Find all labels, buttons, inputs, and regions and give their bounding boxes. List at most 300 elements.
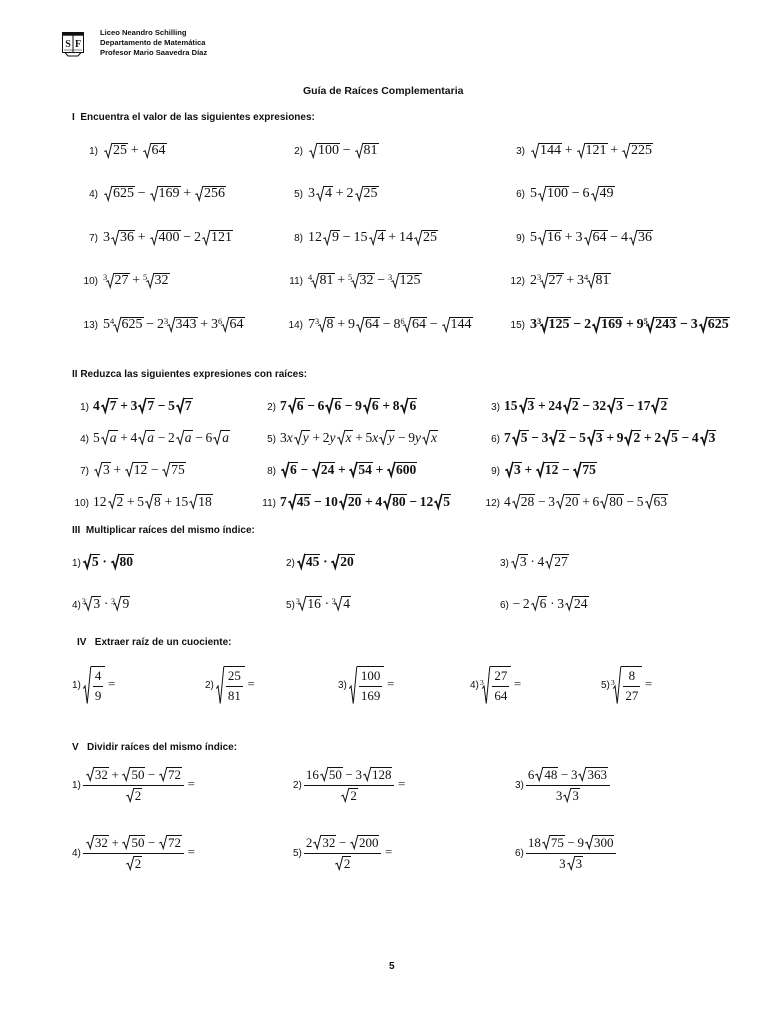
math-number: 3	[557, 596, 565, 611]
math-operator: +	[524, 462, 533, 477]
radical-sign	[355, 143, 363, 158]
radical	[383, 494, 407, 509]
radical-sign	[545, 554, 553, 569]
radical-sign	[313, 835, 321, 849]
math-number: 9	[636, 316, 644, 332]
exercise-line	[205, 666, 257, 705]
radical	[584, 230, 608, 245]
math-number: 12	[544, 462, 559, 477]
radicand	[411, 317, 427, 332]
radical-sign	[542, 835, 550, 849]
radicand	[333, 398, 342, 413]
radicand	[592, 230, 608, 245]
radical	[113, 317, 144, 332]
math-number: 300	[593, 834, 614, 850]
exercise-number: 6)	[516, 189, 525, 201]
radicand	[319, 273, 335, 288]
exercise-line	[72, 666, 118, 705]
radical	[355, 143, 379, 158]
exercise-number: 5)	[267, 434, 276, 445]
math-operator: −	[146, 316, 155, 332]
radical	[587, 273, 611, 288]
math-number: 4	[377, 229, 385, 245]
radicand	[357, 666, 385, 705]
exercise-item	[80, 259, 285, 303]
math-operator: ·	[550, 596, 555, 611]
section-heading-3: III Multiplicar raíces del mismo índice:	[72, 525, 255, 536]
exercise-line	[483, 430, 716, 446]
math-number: 8	[154, 494, 161, 509]
math-number: 2	[558, 430, 566, 445]
exercise-number: 13)	[83, 319, 98, 331]
math-operator: +	[582, 494, 590, 509]
exercise-line	[286, 554, 355, 570]
fraction-numerator	[623, 669, 640, 687]
radical-sign	[94, 462, 102, 477]
school-logo	[62, 32, 84, 57]
math-expression	[308, 273, 422, 288]
radical-sign	[122, 767, 130, 781]
radicand	[134, 856, 143, 870]
radical	[531, 596, 548, 611]
math-number: 2	[633, 430, 641, 445]
radical-sign	[83, 554, 91, 569]
math-number: 343	[175, 316, 197, 332]
math-number: 4	[691, 430, 699, 445]
exercise-line	[80, 141, 167, 159]
math-number: 7	[280, 398, 287, 413]
math-number: 27	[625, 687, 639, 703]
radicand	[544, 462, 560, 477]
radical	[356, 317, 380, 332]
exercise-number: 10)	[83, 276, 98, 288]
radical	[150, 230, 181, 245]
math-number: 5	[168, 398, 175, 413]
math-expression	[82, 554, 134, 569]
math-number: 32	[322, 834, 336, 850]
radical-sign	[101, 430, 109, 445]
radical-sign	[573, 462, 581, 477]
radical-sign	[150, 186, 158, 201]
exercise-item	[80, 215, 285, 259]
exercise-item	[483, 422, 716, 454]
radical	[538, 186, 569, 201]
radical	[176, 398, 193, 413]
radicand	[343, 856, 352, 870]
exercise-number: 4)	[80, 434, 89, 445]
radicand	[399, 273, 422, 288]
radicand	[408, 398, 417, 413]
root-index: 6	[218, 316, 223, 326]
radicand	[221, 430, 230, 445]
radicand	[422, 230, 438, 245]
radical-sign	[145, 494, 153, 509]
radicand	[130, 835, 145, 849]
math-operator: −	[157, 430, 166, 445]
exercise-line	[601, 666, 655, 705]
exercise-item	[507, 302, 737, 346]
math-number: 45	[305, 554, 320, 569]
math-operator: =	[247, 676, 255, 692]
math-number: 2	[343, 855, 351, 871]
exercise-item	[72, 583, 286, 625]
math-expression	[280, 462, 417, 477]
exercise-item	[285, 302, 507, 346]
exercise-number: 2)	[286, 558, 295, 569]
math-number: 6	[582, 186, 590, 202]
math-number: 4	[93, 398, 100, 413]
math-number: 64	[412, 316, 426, 332]
radical-sign	[316, 186, 324, 201]
radicand	[595, 430, 604, 445]
math-operator: +	[338, 462, 346, 477]
radicand	[387, 430, 395, 445]
radical	[176, 430, 193, 445]
radicand	[391, 494, 407, 509]
radical-sign	[350, 835, 358, 849]
exercise-line	[80, 271, 170, 289]
root-index: 3	[537, 273, 542, 283]
radical	[414, 230, 438, 245]
math-number: 12	[419, 494, 434, 509]
math-operator: −	[537, 494, 546, 509]
math-number: 64	[592, 229, 607, 245]
math-number: 12	[308, 229, 322, 245]
radical	[337, 430, 353, 445]
radicand	[317, 143, 340, 158]
math-operator: −	[582, 398, 590, 413]
radical	[297, 554, 321, 569]
radical-sign	[624, 430, 632, 445]
page-number: 5	[389, 961, 395, 972]
math-number: 64	[151, 142, 166, 158]
math-number: 256	[204, 186, 225, 202]
math-expression	[525, 834, 618, 871]
math-operator: ·	[102, 554, 107, 569]
math-number: 4	[504, 494, 511, 509]
radicand	[109, 398, 118, 413]
radical-sign	[159, 767, 167, 781]
radical-sign	[567, 856, 575, 870]
math-number: 17	[636, 398, 651, 413]
math-expression	[504, 398, 668, 413]
math-number: 20	[565, 494, 579, 509]
radical-sign	[585, 835, 593, 849]
exercise-number: 3)	[516, 145, 525, 157]
exercise-line	[285, 271, 422, 289]
radicand	[296, 494, 312, 509]
math-number: 3	[570, 766, 578, 782]
radical-sign	[125, 462, 133, 477]
radical	[387, 462, 417, 477]
math-number: 6	[296, 398, 304, 413]
radical	[565, 596, 589, 611]
radical-sign	[549, 430, 557, 445]
radical-sign	[349, 666, 357, 705]
math-variable: y	[388, 430, 395, 445]
math-number: 54	[358, 462, 372, 477]
radicand	[321, 835, 336, 849]
math-number: 5	[530, 229, 537, 245]
math-number: 6	[205, 430, 213, 445]
radical-sign	[563, 398, 571, 413]
math-number: 24	[320, 462, 335, 477]
fraction-denominator	[492, 687, 509, 704]
math-number: 32	[154, 273, 169, 289]
exercise-item	[259, 486, 483, 518]
math-expression	[103, 143, 167, 158]
radicand	[296, 398, 305, 413]
exercise-line	[286, 596, 351, 612]
radical-sign	[356, 317, 364, 332]
radicand	[112, 186, 135, 201]
radical	[622, 143, 653, 158]
exercise-number: 11)	[262, 498, 276, 509]
math-number: 2	[168, 430, 175, 445]
math-number: 9	[355, 398, 362, 413]
exercise-item	[500, 583, 700, 625]
exercise-item	[500, 541, 700, 583]
math-number: 16	[307, 596, 321, 611]
radicand	[305, 554, 321, 569]
radical	[531, 143, 562, 158]
radical-sign	[512, 494, 520, 509]
root-index: 3	[388, 273, 393, 283]
radical-sign	[126, 788, 134, 802]
math-number: 5	[137, 494, 144, 509]
math-operator: +	[132, 273, 141, 289]
exercise-item	[507, 259, 737, 303]
math-number: 7	[308, 316, 315, 332]
exercise-line	[259, 494, 451, 510]
radical-sign	[104, 143, 112, 158]
math-operator: +	[643, 430, 652, 445]
math-number: 12	[133, 462, 148, 477]
radical-sign	[294, 430, 302, 445]
exercise-line	[80, 315, 245, 333]
radical	[216, 666, 245, 705]
radical	[363, 398, 380, 413]
radicand	[289, 462, 298, 477]
radical-sign	[281, 462, 289, 477]
radical	[339, 494, 363, 509]
math-number: 3	[572, 787, 579, 803]
math-number: 3	[519, 554, 527, 569]
math-operator: +	[335, 186, 344, 202]
radical	[391, 273, 422, 288]
exercise-item	[470, 663, 601, 707]
fraction-numerator	[492, 669, 509, 687]
fraction	[359, 669, 383, 704]
math-expression	[504, 430, 716, 445]
radical	[607, 398, 624, 413]
math-number: 144	[540, 142, 561, 158]
radical	[511, 554, 528, 569]
exercise-number: 4)	[72, 600, 81, 611]
radical	[587, 430, 604, 445]
radical	[167, 317, 198, 332]
radicand	[158, 186, 181, 201]
radicand	[593, 835, 615, 849]
math-operator: +	[337, 273, 346, 289]
exercise-line	[507, 271, 611, 289]
math-expression	[280, 398, 417, 413]
radicand	[349, 788, 358, 802]
radicand	[637, 230, 653, 245]
radical	[591, 186, 615, 201]
fraction	[623, 669, 640, 704]
radical	[313, 835, 336, 849]
math-number: 100	[318, 142, 339, 158]
radicand	[546, 230, 562, 245]
math-number: 2	[116, 494, 124, 509]
root-index: 3	[610, 677, 615, 687]
section-heading-5: V Dividir raíces del mismo índice:	[72, 742, 238, 753]
radical	[538, 230, 562, 245]
radical-sign	[414, 230, 422, 245]
radicand	[553, 554, 569, 569]
radicand	[114, 273, 130, 288]
radical	[81, 596, 101, 611]
radical-sign	[363, 767, 371, 781]
math-operator: =	[387, 676, 395, 692]
math-operator: −	[409, 494, 418, 509]
radicand	[450, 317, 473, 332]
math-expression	[525, 766, 611, 803]
radicand	[203, 186, 226, 201]
exercise-number: 4)	[89, 189, 98, 201]
radical	[83, 666, 106, 705]
math-operator: =	[398, 775, 406, 791]
school-name: Liceo Neandro Schilling	[100, 27, 187, 37]
radical	[535, 767, 558, 781]
radical-sign	[202, 230, 210, 245]
radical	[505, 462, 522, 477]
exercise-line	[285, 184, 379, 202]
root-index: 4	[584, 273, 589, 283]
department-name: Departamento de Matemática	[100, 37, 206, 47]
radical	[320, 767, 343, 781]
radicand	[146, 398, 155, 413]
radical-sign	[86, 835, 94, 849]
logo-letter-left: S	[65, 39, 71, 50]
math-operator: ·	[530, 554, 535, 569]
radical	[159, 767, 182, 781]
radical-sign	[591, 186, 599, 201]
radical-sign	[195, 186, 203, 201]
radicand	[708, 430, 717, 445]
radical	[86, 835, 109, 849]
math-variable: x	[372, 430, 379, 445]
exercise-item	[507, 215, 737, 259]
exercise-item	[259, 454, 483, 486]
root-index: 5	[348, 273, 353, 283]
math-number: 4	[325, 186, 332, 202]
radical-sign	[122, 835, 130, 849]
exercise-item	[72, 541, 286, 583]
math-number: 8	[393, 316, 401, 332]
fraction-numerator	[83, 835, 184, 854]
math-expression	[530, 317, 730, 332]
math-number: 169	[360, 687, 381, 703]
exercise-item	[483, 454, 696, 486]
exercise-item	[205, 663, 338, 707]
section-heading-4: IV Extraer raíz de un cuociente:	[77, 637, 232, 648]
math-variable: x	[286, 430, 293, 445]
radical-sign	[505, 462, 513, 477]
exercise-number: 9)	[491, 466, 500, 477]
radical	[556, 494, 580, 509]
exercise-number: 3)	[515, 779, 524, 791]
radicand	[359, 273, 375, 288]
math-operator: −	[681, 430, 690, 445]
exercise-line	[72, 554, 134, 570]
fraction	[526, 767, 610, 804]
math-number: 80	[119, 554, 134, 569]
math-operator: +	[382, 398, 391, 413]
radical	[138, 430, 155, 445]
radicand	[357, 462, 373, 477]
exercise-item	[507, 128, 737, 172]
radical-sign	[325, 398, 333, 413]
math-variable: a	[184, 430, 192, 445]
radical	[325, 398, 342, 413]
math-number: 7	[109, 398, 117, 413]
radicand	[707, 317, 730, 332]
exercise-line	[500, 596, 589, 612]
math-number: 243	[655, 316, 677, 332]
math-variable: x	[345, 430, 352, 445]
math-operator: −	[148, 834, 156, 850]
math-number: 75	[582, 462, 596, 477]
root-index: 3	[479, 677, 484, 687]
radical-sign	[565, 596, 573, 611]
math-expression	[103, 273, 170, 288]
radicand	[320, 462, 336, 477]
exercise-number: 9)	[516, 232, 525, 244]
math-number: 24	[548, 398, 562, 413]
radicand	[91, 554, 100, 569]
fraction	[83, 835, 184, 872]
radical	[331, 554, 355, 569]
radicand	[595, 273, 611, 288]
math-operator: +	[113, 462, 122, 477]
math-number: 45	[296, 494, 311, 509]
math-number: 3	[211, 316, 218, 332]
math-expression	[93, 398, 193, 413]
math-expression	[308, 186, 379, 201]
math-operator: +	[610, 142, 619, 158]
radical	[519, 398, 536, 413]
math-number: 9	[616, 430, 624, 445]
radical-sign	[699, 317, 707, 332]
math-number: 27	[114, 273, 129, 289]
exercise-item	[338, 663, 470, 707]
math-operator: +	[355, 430, 363, 445]
exercise-number: 6)	[491, 434, 500, 445]
math-number: 9	[122, 596, 130, 611]
math-expression	[504, 462, 597, 477]
radical-sign	[538, 186, 546, 201]
radical-sign	[104, 186, 112, 201]
radical-sign	[101, 398, 109, 413]
radicand	[130, 767, 145, 781]
radicand	[371, 767, 393, 781]
radical	[540, 273, 564, 288]
radical-sign	[288, 494, 296, 509]
radicand	[581, 462, 597, 477]
radicand	[133, 462, 149, 477]
